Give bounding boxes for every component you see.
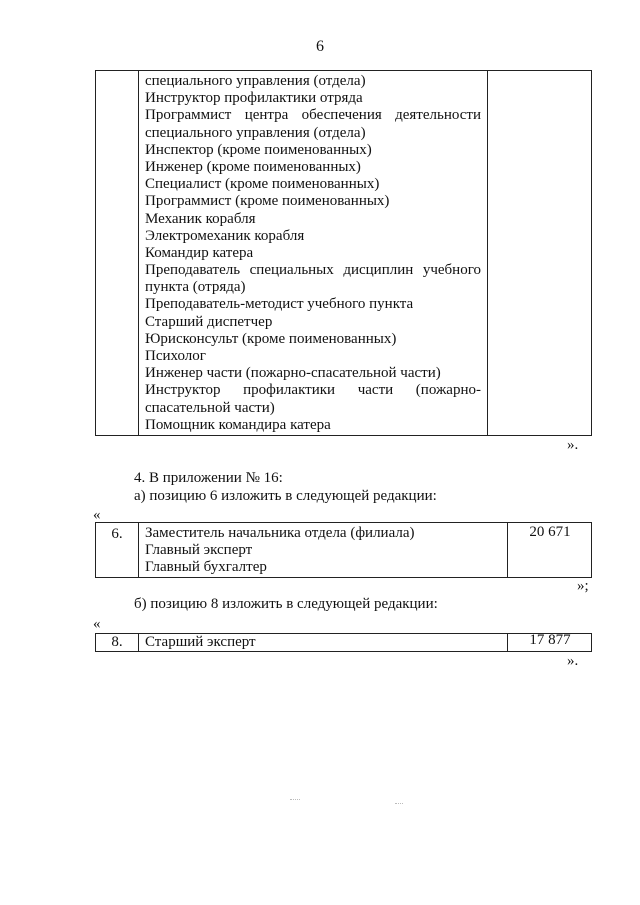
job-title [145,245,481,262]
job-title-word: Инструктор [145,382,221,399]
job-title [145,159,481,176]
job-title-word: Инженер (кроме поименованных) [145,158,361,175]
job-title [145,382,481,399]
closing-quote: ». [567,437,579,453]
table-column-divider [138,634,139,651]
job-title-word: учебного [422,262,481,279]
job-title-word: Преподаватель-методист учебного пункта [145,296,414,313]
job-title [145,107,481,124]
job-title-word: Инструктор профилактики отряда [145,90,363,107]
job-title-word: специального управления (отдела) [145,73,366,89]
table-column-divider [138,71,139,435]
section-heading: 4. В приложении № 16: [134,470,283,486]
job-title-word: Инженер части (пожарно-спасательной части) [145,365,441,382]
job-title [145,348,481,365]
salary-value: 17 877 [529,632,571,648]
scan-artifact [395,803,403,804]
instruction-item-b: б) позицию 8 изложить в следующей редакции: [134,596,438,612]
position-table-continued [95,70,592,436]
job-title-word: деятельности [395,107,481,124]
job-titles-list [145,634,256,651]
job-title-word: (пожарно- [415,382,481,399]
job-title: Заместитель начальника отдела (филиала) [145,525,415,541]
position-8-table [95,633,592,652]
job-title [145,193,481,210]
closing-quote: »; [577,578,589,594]
position-number: 6. [111,526,123,542]
job-title [145,125,481,142]
salary-value: 20 671 [529,524,571,540]
job-title [145,331,481,348]
job-title-word: Инспектор (кроме поименованных) [145,141,372,158]
job-titles-list [145,73,481,434]
job-title-word: центра [244,107,289,124]
job-title-word: пункта (отряда) [145,279,246,296]
job-title-word: Специалист (кроме поименованных) [145,176,380,193]
job-title-word: Преподаватель [145,262,241,279]
job-title [145,417,481,434]
job-title-word: Командир катера [145,244,254,261]
job-title-word: спасательной части) [145,399,275,416]
job-title: Главный бухгалтер [145,559,267,576]
job-title [145,228,481,245]
job-title-word: специальных [249,262,334,279]
job-title-word: специального управления (отдела) [145,124,366,141]
position-6-table [95,522,592,578]
job-title [145,90,481,107]
job-title [145,279,481,296]
job-title-word: Электромеханик корабля [145,227,305,244]
job-title-word: обеспечения [301,107,382,124]
job-title [145,211,481,228]
job-title-word: Старший диспетчер [145,313,273,330]
scan-artifact [290,799,300,800]
job-title-word: профилактики [243,382,336,399]
instruction-item-a: а) позицию 6 изложить в следующей редакции: [134,488,437,504]
job-title-word: Программист (кроме поименованных) [145,193,390,210]
closing-quote: ». [567,653,579,669]
job-title-word: Помощник командира катера [145,416,331,433]
job-title [145,176,481,193]
job-title: Главный эксперт [145,542,253,559]
job-title [145,142,481,159]
job-title-word: Механик корабля [145,210,256,227]
opening-quote: « [93,507,101,523]
opening-quote: « [93,616,101,632]
job-title: Старший эксперт [145,634,256,650]
job-title-word: части [357,382,394,399]
page-number: 6 [316,38,324,55]
position-number: 8. [111,634,123,650]
job-titles-list [145,525,415,577]
job-title-word: дисциплин [343,262,414,279]
job-title [145,400,481,417]
job-title [145,73,481,90]
job-title [145,314,481,331]
job-title [145,365,481,382]
job-title-word: Психолог [145,348,206,364]
job-title-word: Юрисконсульт (кроме поименованных) [145,330,397,347]
table-column-divider [487,71,488,435]
job-title [145,262,481,279]
job-title [145,296,481,313]
job-title-word: Программист [145,107,232,124]
table-column-divider [138,523,139,577]
